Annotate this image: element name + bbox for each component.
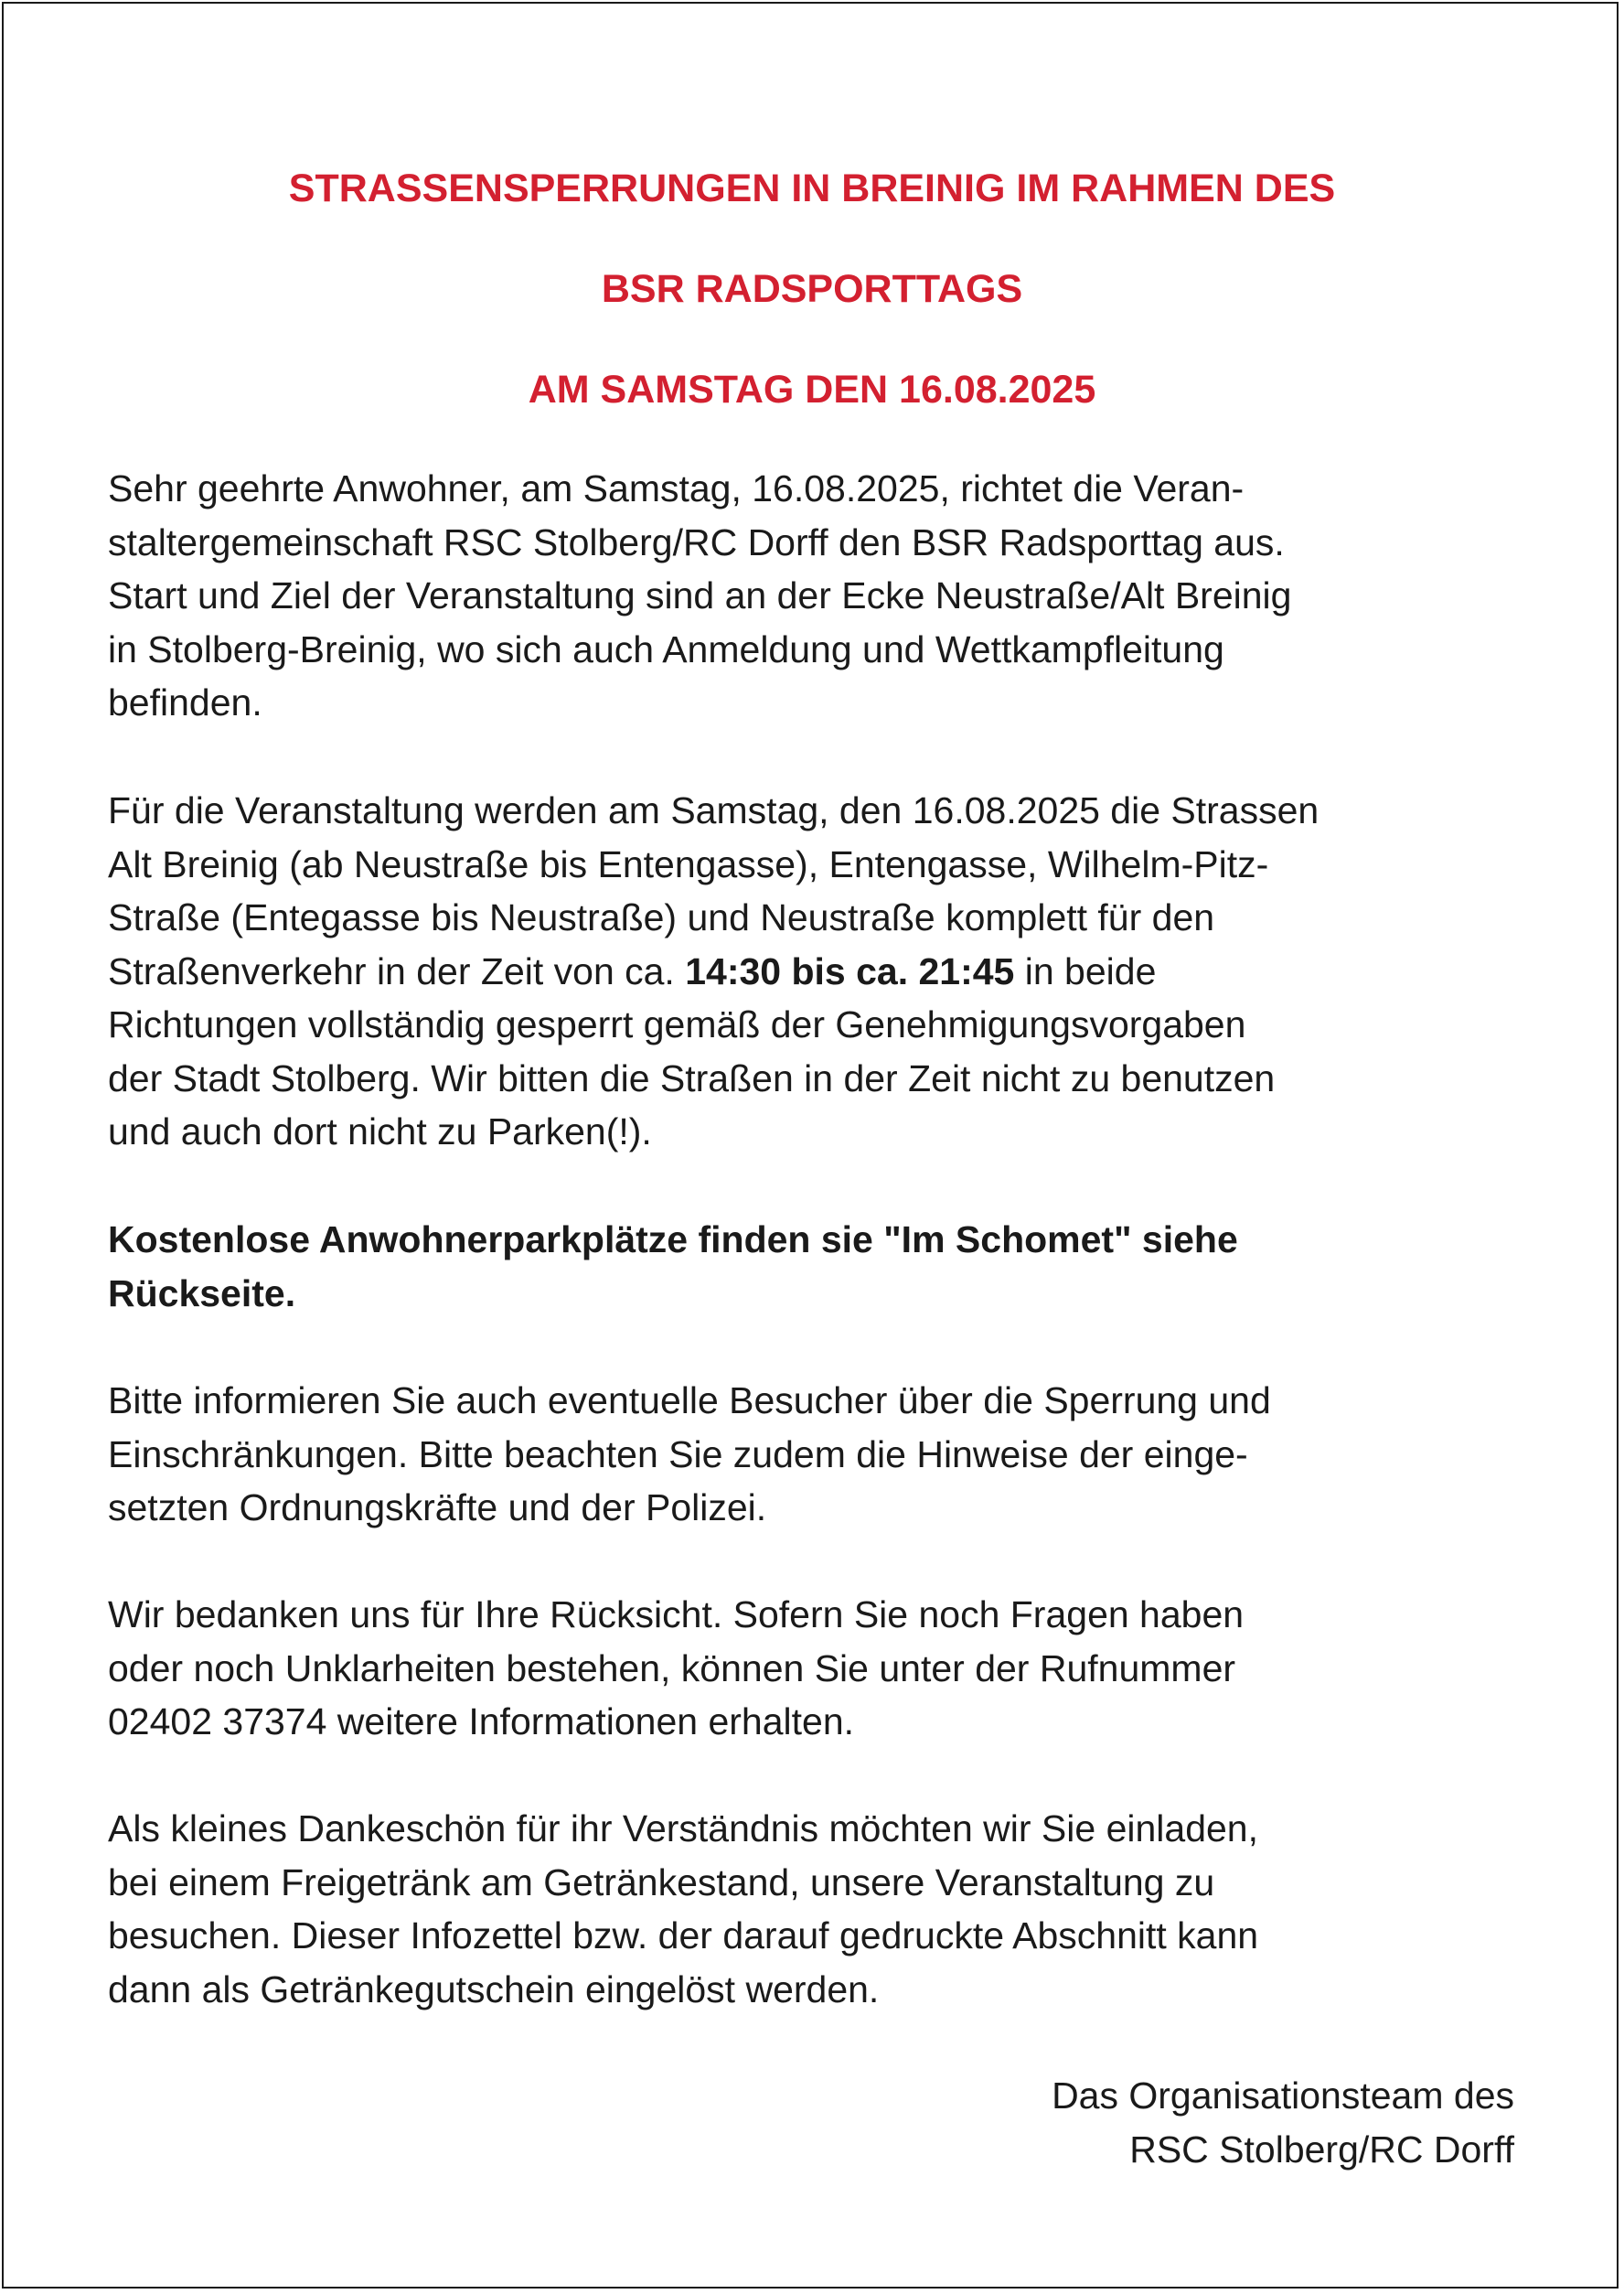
text-line: Wir bedanken uns für Ihre Rücksicht. Sofern Sie noch Fragen haben: [108, 1593, 1245, 1635]
text-line: [108, 945, 1516, 999]
text-line: oder noch Unklarheiten bestehen, können Sie unter der Rufnummer: [108, 1646, 1236, 1689]
text-line: staltergemeinschaft RSC Stolberg/RC Dorff den BSR Radsporttag aus.: [108, 520, 1285, 563]
text-line: Straße (Entegasse bis Neustraße) und Neustraße komplett für den: [108, 896, 1215, 938]
text-line: der Stadt Stolberg. Wir bitten die Straßen in der Zeit nicht zu benutzen: [108, 1056, 1276, 1099]
closure-paragraph: [108, 784, 1516, 1159]
text-line: in Stolberg-Breinig, wo sich auch Anmeldung und Wettkampfleitung: [108, 627, 1224, 670]
text-line: Richtungen vollständig gesperrt gemäß der Genehmigungsvorgaben: [108, 1003, 1246, 1045]
signature-line: Das Organisationsteam des: [1052, 2074, 1514, 2117]
text-line: setzten Ordnungskräfte und der Polizei.: [108, 1486, 767, 1528]
visitor-info-paragraph: [108, 1374, 1516, 1535]
contact-paragraph: [108, 1588, 1516, 1749]
signature: [108, 2069, 1514, 2176]
text-line: dann als Getränkegutschein eingelöst werden.: [108, 1967, 880, 2010]
text-segment: Straßenverkehr in der Zeit von ca.: [108, 949, 686, 992]
thank-you-paragraph: [108, 1802, 1516, 2016]
text-line: und auch dort nicht zu Parken(!).: [108, 1110, 652, 1152]
text-segment: in beide: [1014, 949, 1157, 992]
headline-line-1: STRASSENSPERRUNGEN IN BREINIG IM RAHMEN DES: [288, 166, 1336, 210]
text-line: Rückseite.: [108, 1271, 296, 1314]
text-line: Einschränkungen. Bitte beachten Sie zudem die Hinweise der einge-: [108, 1432, 1248, 1475]
text-line: 02402 37374 weitere Informationen erhalten.: [108, 1700, 855, 1742]
text-line: befinden.: [108, 681, 262, 724]
text-line: bei einem Freigetränk am Getränkestand, unsere Veranstaltung zu: [108, 1860, 1215, 1903]
text-line: Kostenlose Anwohnerparkplätze finden sie "Im Schomet" siehe: [108, 1218, 1238, 1260]
intro-paragraph: [108, 462, 1516, 730]
text-line: Für die Veranstaltung werden am Samstag, den 16.08.2025 die Strassen: [108, 789, 1320, 831]
text-line: Sehr geehrte Anwohner, am Samstag, 16.08.2025, richtet die Veran-: [108, 467, 1245, 509]
text-line: besuchen. Dieser Infozettel bzw. der darauf gedruckte Abschnitt kann: [108, 1914, 1259, 1956]
headline-line-3: AM SAMSTAG DEN 16.08.2025: [528, 368, 1096, 412]
text-line: Bitte informieren Sie auch eventuelle Besucher über die Sperrung und: [108, 1379, 1271, 1421]
text-line: Alt Breinig (ab Neustraße bis Entengasse), Entengasse, Wilhelm-Pitz-: [108, 842, 1269, 885]
text-line: Als kleines Dankeschön für ihr Verständnis möchten wir Sie einladen,: [108, 1807, 1258, 1849]
closure-time-range: 14:30 bis ca. 21:45: [685, 949, 1015, 992]
headline-line-2: BSR RADSPORTTAGS: [601, 267, 1023, 311]
parking-notice: [108, 1213, 1516, 1320]
text-line: Start und Ziel der Veranstaltung sind an der Ecke Neustraße/Alt Breinig: [108, 574, 1292, 616]
signature-line: RSC Stolberg/RC Dorff: [1129, 2128, 1514, 2171]
